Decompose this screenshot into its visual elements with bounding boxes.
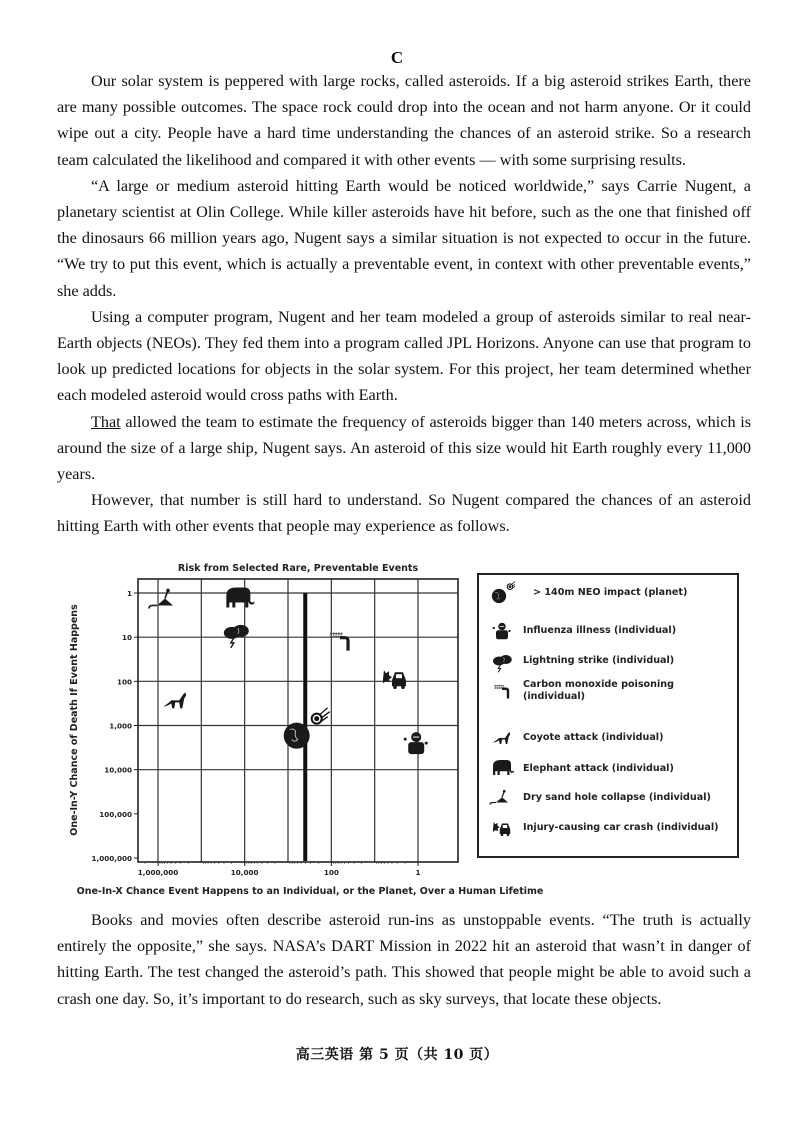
sick-person-icon (489, 619, 515, 643)
y-tick-label: 100,000 (99, 809, 132, 819)
x-tick-label: 1,000,000 (137, 868, 179, 877)
y-axis-title: One-In-Y Chance of Death If Event Happens (69, 604, 80, 836)
legend-label: Lightning strike (individual) (523, 655, 675, 666)
y-tick-label: 10,000 (104, 765, 132, 775)
elephant-icon (226, 587, 254, 607)
page-footer: 高三英语 第 5 页（共 10 页） (295, 1047, 499, 1063)
legend-item (479, 728, 737, 748)
coyote-icon (163, 692, 186, 708)
car-crash-icon (383, 670, 406, 689)
sand-hole-icon (489, 786, 515, 810)
legend-label: Influenza illness (individual) (523, 625, 677, 636)
legend-item (479, 583, 737, 603)
car-crash-icon (489, 816, 515, 840)
gas-pipe-icon (330, 632, 348, 650)
gas-pipe-icon (489, 679, 515, 703)
legend-label: Coyote attack (individual) (523, 732, 664, 743)
paragraph-2: “A large or medium asteroid hitting Earth would be noticed worldwide,” says Carrie Nugent, a planetary scientist at Olin College. While killer asteroids have hit before, such as the one that finished off the dinosaurs 66 million years ago, Nugent says a similar situation is not expected to occur in the future. “We try to put this event, which is actually a preventable event, in context with other preventable events,” she adds. (57, 176, 751, 300)
legend-label: Injury-causing car crash (individual) (523, 822, 719, 833)
section-letter: C (390, 48, 404, 67)
paragraph-6: Books and movies often describe asteroid run-ins as unstoppable events. “The truth is actually entirely the opposite,” she says. NASA’s DART Mission in 2022 hit an asteroid that wasn’t in danger of hitting Earth. The test changed the asteroid’s path. This showed that people might be able to avoid such a crash one day. So, it’s important to do research, such as sky surveys, that locate these objects. (57, 911, 751, 1008)
chart-title: Risk from Selected Rare, Preventable Events (177, 563, 419, 574)
paragraph-5: However, that number is still hard to understand. So Nugent compared the chances of an asteroid hitting Earth with other events that people may experience as follows. (57, 491, 751, 536)
storm-cloud-icon (489, 649, 515, 673)
x-tick-label: 100 (323, 868, 339, 877)
legend-item (479, 759, 737, 779)
plot-frame (138, 579, 458, 862)
underlined-word: That (91, 412, 121, 431)
elephant-icon (489, 757, 515, 781)
article-top (57, 68, 751, 540)
earth-asteroid-icon (489, 581, 515, 605)
paragraph-4-rest: allowed the team to estimate the frequency of asteroids bigger than 140 meters across, which is around the size of a large ship, Nugent says. An asteroid of this size would hit Earth roughly every 11,000 years. (57, 412, 751, 484)
chart-legend (477, 573, 739, 858)
y-tick-label: 1,000,000 (91, 854, 132, 863)
x-tick-label: 10,000 (230, 868, 259, 877)
y-tick-label: 100 (116, 677, 132, 687)
y-tick-label: 1 (126, 589, 132, 598)
article-bottom (57, 907, 751, 1012)
sick-person-icon (404, 732, 428, 754)
legend-item (479, 621, 737, 641)
paragraph-3: Using a computer program, Nugent and her team modeled a group of asteroids similar to real near-Earth objects (NEOs). They fed them into a program called JPL Horizons. Anyone can use that program to look up predicted locations for objects in the solar system. For this project, her team determined whether each modeled asteroid would cross paths with Earth. (57, 307, 751, 405)
paragraph-1: Our solar system is peppered with large rocks, called asteroids. If a big asteroid strikes Earth, there are many possible outcomes. The space rock could drop into the ocean and not harm anyone. Or it could wipe out a city. People have a hard time understanding the chances of an asteroid strike. So a research team calculated the likelihood and compared it with other events — with some surprising results. (57, 72, 751, 169)
risk-chart (0, 560, 794, 905)
legend-item (479, 818, 737, 838)
x-axis-title: One-In-X Chance Event Happens to an Individual, or the Planet, Over a Human Lifetime (76, 886, 544, 897)
sand-hole-icon (149, 589, 173, 609)
legend-label: Elephant attack (individual) (523, 763, 674, 774)
legend-item (479, 651, 737, 671)
y-tick-label: 1,000 (109, 721, 132, 731)
legend-label: > 140m NEO impact (planet) (533, 587, 688, 598)
paragraph-4 (57, 409, 751, 488)
legend-item (479, 788, 737, 808)
legend-label: Dry sand hole collapse (individual) (523, 792, 711, 803)
x-tick-label: 1 (415, 868, 421, 877)
coyote-icon (489, 726, 515, 750)
legend-label: Carbon monoxide poisoning (individual) (523, 679, 674, 702)
legend-item (479, 679, 737, 703)
y-tick-label: 10 (121, 633, 132, 643)
